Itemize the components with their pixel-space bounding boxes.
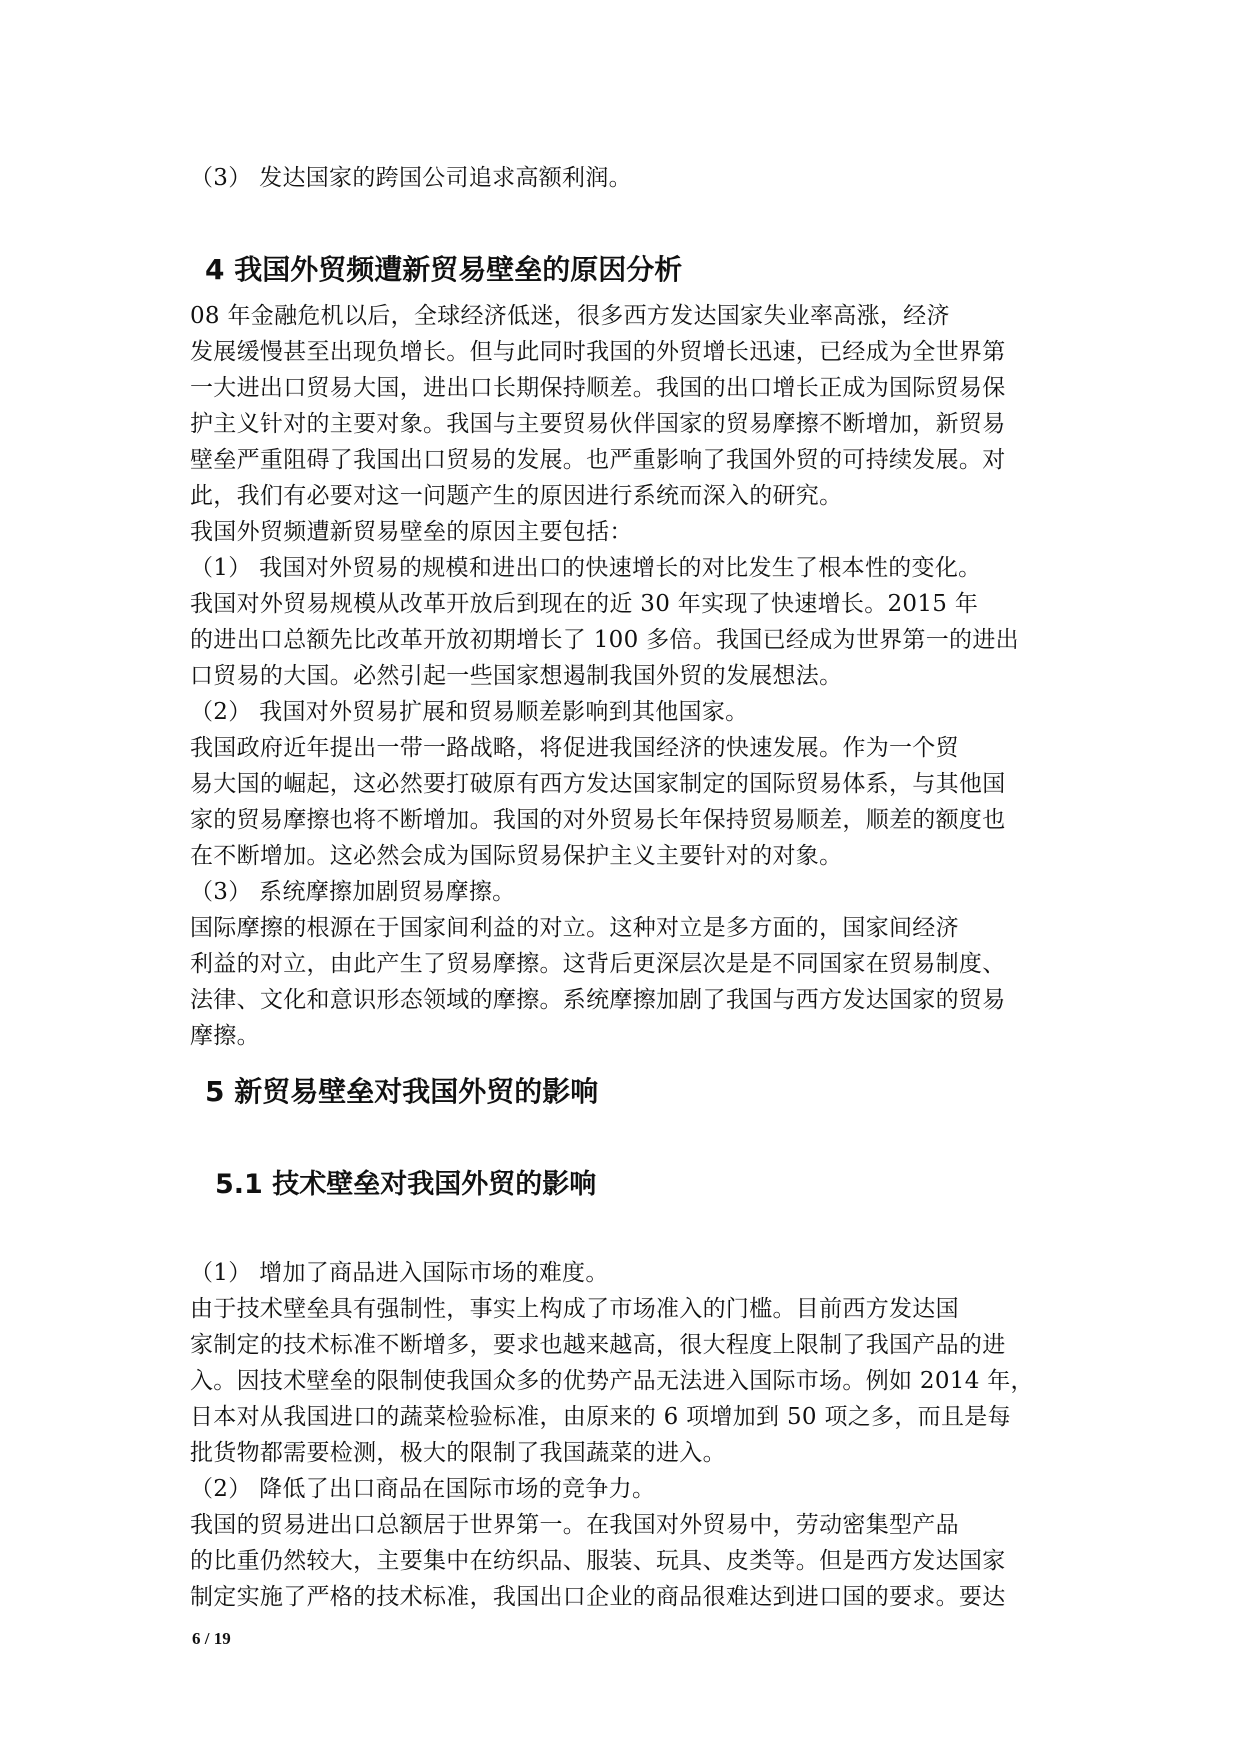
paragraph-line: 制定实施了严格的技术标准，我国出口企业的商品很难达到进口国的要求。要达 [190, 1584, 1006, 1610]
section-5-1-heading: 5.1 技术壁垒对我国外贸的影响 [215, 1169, 597, 1200]
paragraph-line: 入。因技术壁垒的限制使我国众多的优势产品无法进入国际市场。例如 2014 年， [190, 1368, 1034, 1394]
paragraph-line: 口贸易的大国。必然引起一些国家想遏制我国外贸的发展想法。 [190, 663, 843, 689]
paragraph-line: 利益的对立，由此产生了贸易摩擦。这背后更深层次是是不同国家在贸易制度、 [190, 951, 1006, 977]
list-item-3: （3） 发达国家的跨国公司追求高额利润。 [190, 165, 632, 191]
paragraph-line: 发展缓慢甚至出现负增长。但与此同时我国的外贸增长迅速，已经成为全世界第 [190, 339, 1006, 365]
paragraph-line: 我国政府近年提出一带一路战略，将促进我国经济的快速发展。作为一个贸 [190, 735, 959, 761]
page-number: 6 / 19 [192, 1629, 231, 1648]
paragraph-line: 由于技术壁垒具有强制性，事实上构成了市场准入的门槛。目前西方发达国 [190, 1296, 959, 1322]
paragraph-line: 08 年金融危机以后，全球经济低迷，很多西方发达国家失业率高涨，经济 [190, 303, 950, 329]
paragraph-line: 的比重仍然较大，主要集中在纺织品、服装、玩具、皮类等。但是西方发达国家 [190, 1548, 1006, 1574]
list-item: （1） 我国对外贸易的规模和进出口的快速增长的对比发生了根本性的变化。 [190, 555, 982, 581]
paragraph-line: 摩擦。 [190, 1023, 260, 1049]
paragraph-line: 家制定的技术标准不断增多，要求也越来越高，很大程度上限制了我国产品的进 [190, 1332, 1006, 1358]
section-5-heading: 5 新贸易壁垒对我国外贸的影响 [205, 1075, 599, 1108]
paragraph-line: 易大国的崛起，这必然要打破原有西方发达国家制定的国际贸易体系，与其他国 [190, 771, 1006, 797]
paragraph-line: 批货物都需要检测，极大的限制了我国蔬菜的进入。 [190, 1440, 726, 1466]
section-4-heading: 4 我国外贸频遭新贸易壁垒的原因分析 [205, 253, 683, 286]
list-item: （3） 系统摩擦加剧贸易摩擦。 [190, 879, 516, 905]
list-item: （2） 我国对外贸易扩展和贸易顺差影响到其他国家。 [190, 699, 749, 725]
paragraph-line: 法律、文化和意识形态领域的摩擦。系统摩擦加剧了我国与西方发达国家的贸易 [190, 987, 1006, 1013]
paragraph-line: 我国的贸易进出口总额居于世界第一。在我国对外贸易中，劳动密集型产品 [190, 1512, 959, 1538]
paragraph-line: 我国对外贸易规模从改革开放后到现在的近 30 年实现了快速增长。2015 年 [190, 591, 979, 617]
paragraph-line: 在不断增加。这必然会成为国际贸易保护主义主要针对的对象。 [190, 843, 843, 869]
paragraph-line: 日本对从我国进口的蔬菜检验标准，由原来的 6 项增加到 50 项之多，而且是每 [190, 1404, 1011, 1430]
paragraph-line: 国际摩擦的根源在于国家间利益的对立。这种对立是多方面的，国家间经济 [190, 915, 959, 941]
list-item: （2） 降低了出口商品在国际市场的竞争力。 [190, 1476, 656, 1502]
paragraph-line: 家的贸易摩擦也将不断增加。我国的对外贸易长年保持贸易顺差，顺差的额度也 [190, 807, 1006, 833]
paragraph-line: 一大进出口贸易大国，进出口长期保持顺差。我国的出口增长正成为国际贸易保 [190, 375, 1006, 401]
paragraph-line: 壁垒严重阻碍了我国出口贸易的发展。也严重影响了我国外贸的可持续发展。对 [190, 447, 1006, 473]
paragraph-line: 的进出口总额先比改革开放初期增长了 100 多倍。我国已经成为世界第一的进出 [190, 627, 1019, 653]
list-item: （1） 增加了商品进入国际市场的难度。 [190, 1260, 609, 1286]
paragraph-line: 此，我们有必要对这一问题产生的原因进行系统而深入的研究。 [190, 483, 843, 509]
paragraph-line: 我国外贸频遭新贸易壁垒的原因主要包括： [190, 519, 633, 545]
paragraph-line: 护主义针对的主要对象。我国与主要贸易伙伴国家的贸易摩擦不断增加，新贸易 [190, 411, 1006, 437]
